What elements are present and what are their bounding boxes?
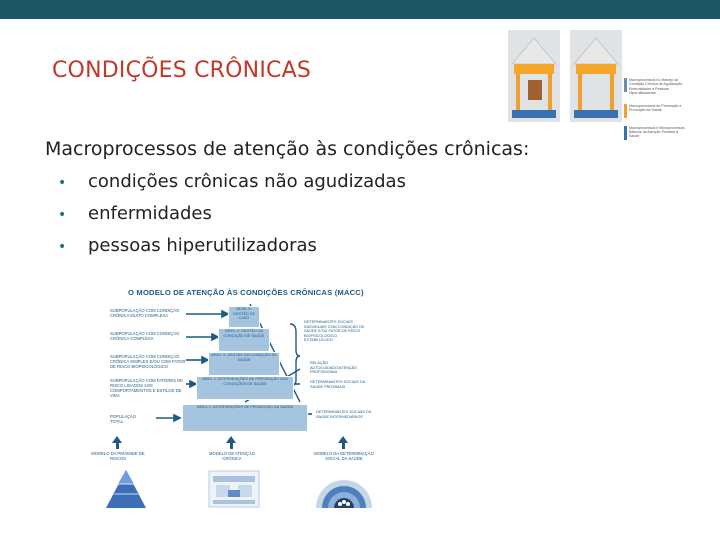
pyramid-level-4: NÍVEL 4: GESTÃO DA CONDIÇÃO DE SAÚDE: [218, 328, 270, 352]
bullet-item: [58, 235, 406, 267]
model-label: MODELO DA PIRÂMIDE DE RISCOS: [91, 451, 145, 461]
legend-text: Macroprocessos no Manejo da Condição Crônica de Agudização, Enfermidades e Pessoas Hiperutilizadoras: [629, 78, 684, 96]
model-label: MODELO DE ATENÇÃO CRÔNICA: [209, 451, 255, 461]
bullet-list: [58, 171, 406, 267]
macc-diagram: [91, 284, 385, 514]
arrow-stem: [230, 443, 233, 449]
bullet-text: pessoas hiperutilizadoras: [88, 235, 317, 256]
legend-swatch: [624, 126, 627, 140]
slide-title: CONDIÇÕES CRÔNICAS: [52, 58, 311, 83]
intro-text: Macroprocessos de atenção às condições crônicas:: [45, 138, 530, 160]
arrow-stem: [342, 443, 345, 449]
bullet-text: enfermidades: [88, 203, 212, 224]
legend-item: [624, 104, 686, 118]
subpopulation-label: SUBPOPULAÇÃO COM CONDIÇÃO CRÔNICA SIMPLES E/OU COM FATOR DE RISCO BIOPSICOLÓGICO: [110, 354, 186, 369]
subpopulation-label: SUBPOPULAÇÃO COM FATORES DE RISCO LIGADOS AOS COMPORTAMENTOS E ESTILOS DE VIDA: [110, 378, 183, 398]
chronic-care-model-image: [208, 470, 260, 508]
subpopulation-label: SUBPOPULAÇÃO COM CONDIÇÃO CRÔNICA COMPLEXA: [110, 331, 180, 341]
bullet-dot-icon: •: [58, 175, 67, 191]
thumbnail-house-diagram-1: [508, 30, 560, 122]
determinant-label: DETERMINANTES SOCIAIS INDIVIDUAIS COM CONDIÇÃO DE SAÚDE E/OU FATOR DE RISCO BIOPSICOLÓGICO ESTABELECIDO: [304, 320, 365, 343]
pyramid-level-5: NÍVEL 5: GESTÃO DE CASO: [228, 306, 260, 328]
legend-text: Macroprocessos e Microprocessos Básicos da Atenção Primária à Saúde: [629, 125, 685, 139]
arrow-up-icon: [112, 436, 122, 443]
subpopulation-label: SUBPOPULAÇÃO COM CONDIÇÃO CRÔNICA MUITO COMPLEXA: [110, 308, 180, 318]
bullet-text: condições crônicas não agudizadas: [88, 171, 406, 192]
determinant-label: DETERMINANTES SOCIAIS DA SAÚDE INTERMEDIÁRIOS: [316, 410, 372, 419]
subpopulation-label: POPULAÇÃO TOTAL: [110, 414, 137, 424]
arrow-stem: [116, 443, 119, 449]
macc-title: O MODELO DE ATENÇÃO ÀS CONDIÇÕES CRÔNICAS (MACC): [128, 288, 364, 297]
arrow-up-icon: [226, 436, 236, 443]
pyramid-level-2: NÍVEL 2: INTERVENÇÕES DE PREVENÇÃO DAS CONDIÇÕES DE SAÚDE: [196, 376, 294, 400]
legend-text: Macroprocessos de Prevenção e Promoção da Saúde: [629, 103, 682, 113]
legend-swatch: [624, 104, 627, 118]
model-label: MODELO DA DETERMINAÇÃO SOCIAL DA SAÚDE: [314, 451, 374, 461]
legend-item: [624, 78, 686, 96]
determinant-label: RELAÇÃO AUTOCUIDADO/ATENÇÃO PROFISSIONAL: [310, 361, 358, 375]
risk-pyramid-image: [104, 468, 148, 510]
legend-swatch: [624, 78, 627, 92]
determinant-label: DETERMINANTES SOCIAIS DA SAÚDE PROXIMAIS: [310, 380, 366, 389]
pyramid-level-1: NÍVEL 1: INTERVENÇÕES DE PROMOÇÃO DA SAÚDE: [182, 404, 308, 432]
bullet-item: [58, 171, 406, 203]
pyramid-level-3: NÍVEL 3: GESTÃO DA CONDIÇÃO DE SAÚDE: [208, 352, 280, 376]
bullet-dot-icon: •: [58, 207, 67, 223]
legend-item: [624, 126, 686, 140]
social-determinants-model-image: [314, 468, 374, 510]
bullet-item: [58, 203, 406, 235]
top-banner: [0, 0, 720, 19]
arrow-up-icon: [338, 436, 348, 443]
bullet-dot-icon: •: [58, 239, 67, 255]
thumbnail-house-diagram-2: [570, 30, 622, 122]
thumbnail-legend: [624, 78, 686, 148]
